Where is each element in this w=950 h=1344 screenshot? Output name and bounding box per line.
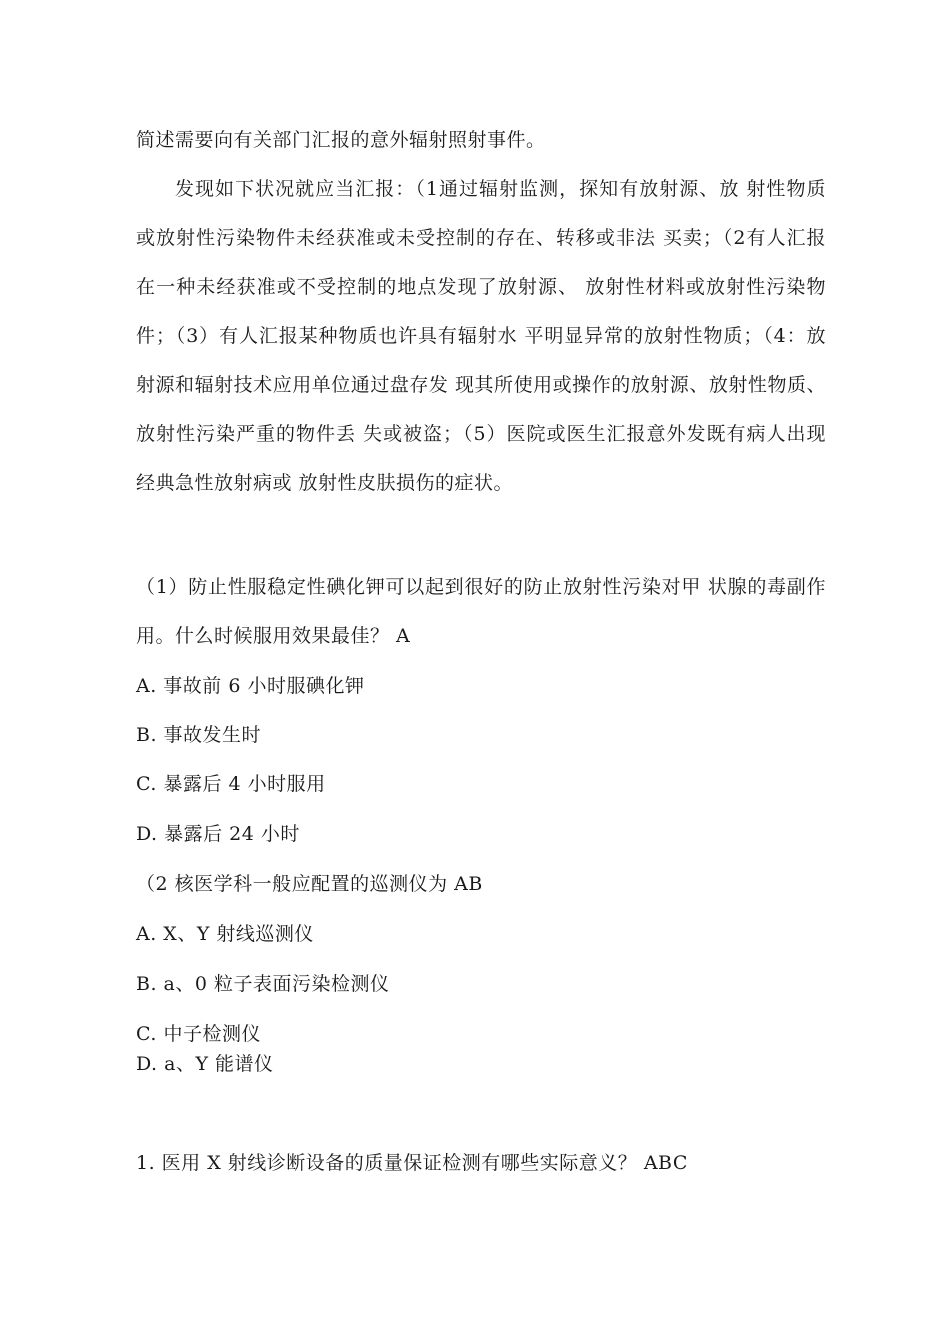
question3-text: 1. 医用 X 射线诊断设备的质量保证检测有哪些实际意义？ ABC: [136, 1152, 688, 1174]
question2-option-c: C. 中子检测仪: [136, 1023, 261, 1045]
question1-option-c: C. 暴露后 4 小时服用: [136, 773, 326, 795]
question2-option-d: D. a、Y 能谱仪: [136, 1053, 274, 1075]
question2-option-a: A. X、Y 射线巡测仪: [136, 923, 314, 945]
intro-heading: 简述需要向有关部门汇报的意外辐射照射事件。: [136, 129, 546, 151]
question1-option-a: A. 事故前 6 小时服碘化钾: [136, 675, 365, 697]
intro-body: 发现如下状况就应当汇报：（1通过辐射监测，探知有放射源、放 射性物质或放射性污染物件未经获准或未受控制的存在、转移或非法 买卖；（2有人汇报在一种未经获准或不受控制的地点发现了放射源、 放射性材料或放射性污染物件；（3）有人汇报某种物质也许具有辐射水 平明显异常的放射性物质；（4：放射源和辐射技术应用单位通过盘存发 现其所使用或操作的放射源、放射性物质、放射性污染严重的物件丢 失或被盗；（5）医院或医生汇报意外发既有病人出现经典急性放射病或 放射性皮肤损伤的症状。: [136, 178, 826, 494]
question2-text: （2 核医学科一般应配置的巡测仪为 AB: [136, 873, 483, 895]
question1-option-d: D. 暴露后 24 小时: [136, 823, 300, 845]
question1-option-b: B. 事故发生时: [136, 724, 262, 746]
question2-option-b: B. a、0 粒子表面污染检测仪: [136, 973, 390, 995]
question1-text: （1）防止性服稳定性碘化钾可以起到很好的防止放射性污染对甲 状腺的毒副作用。什么时候服用效果最佳？ A: [136, 576, 826, 647]
